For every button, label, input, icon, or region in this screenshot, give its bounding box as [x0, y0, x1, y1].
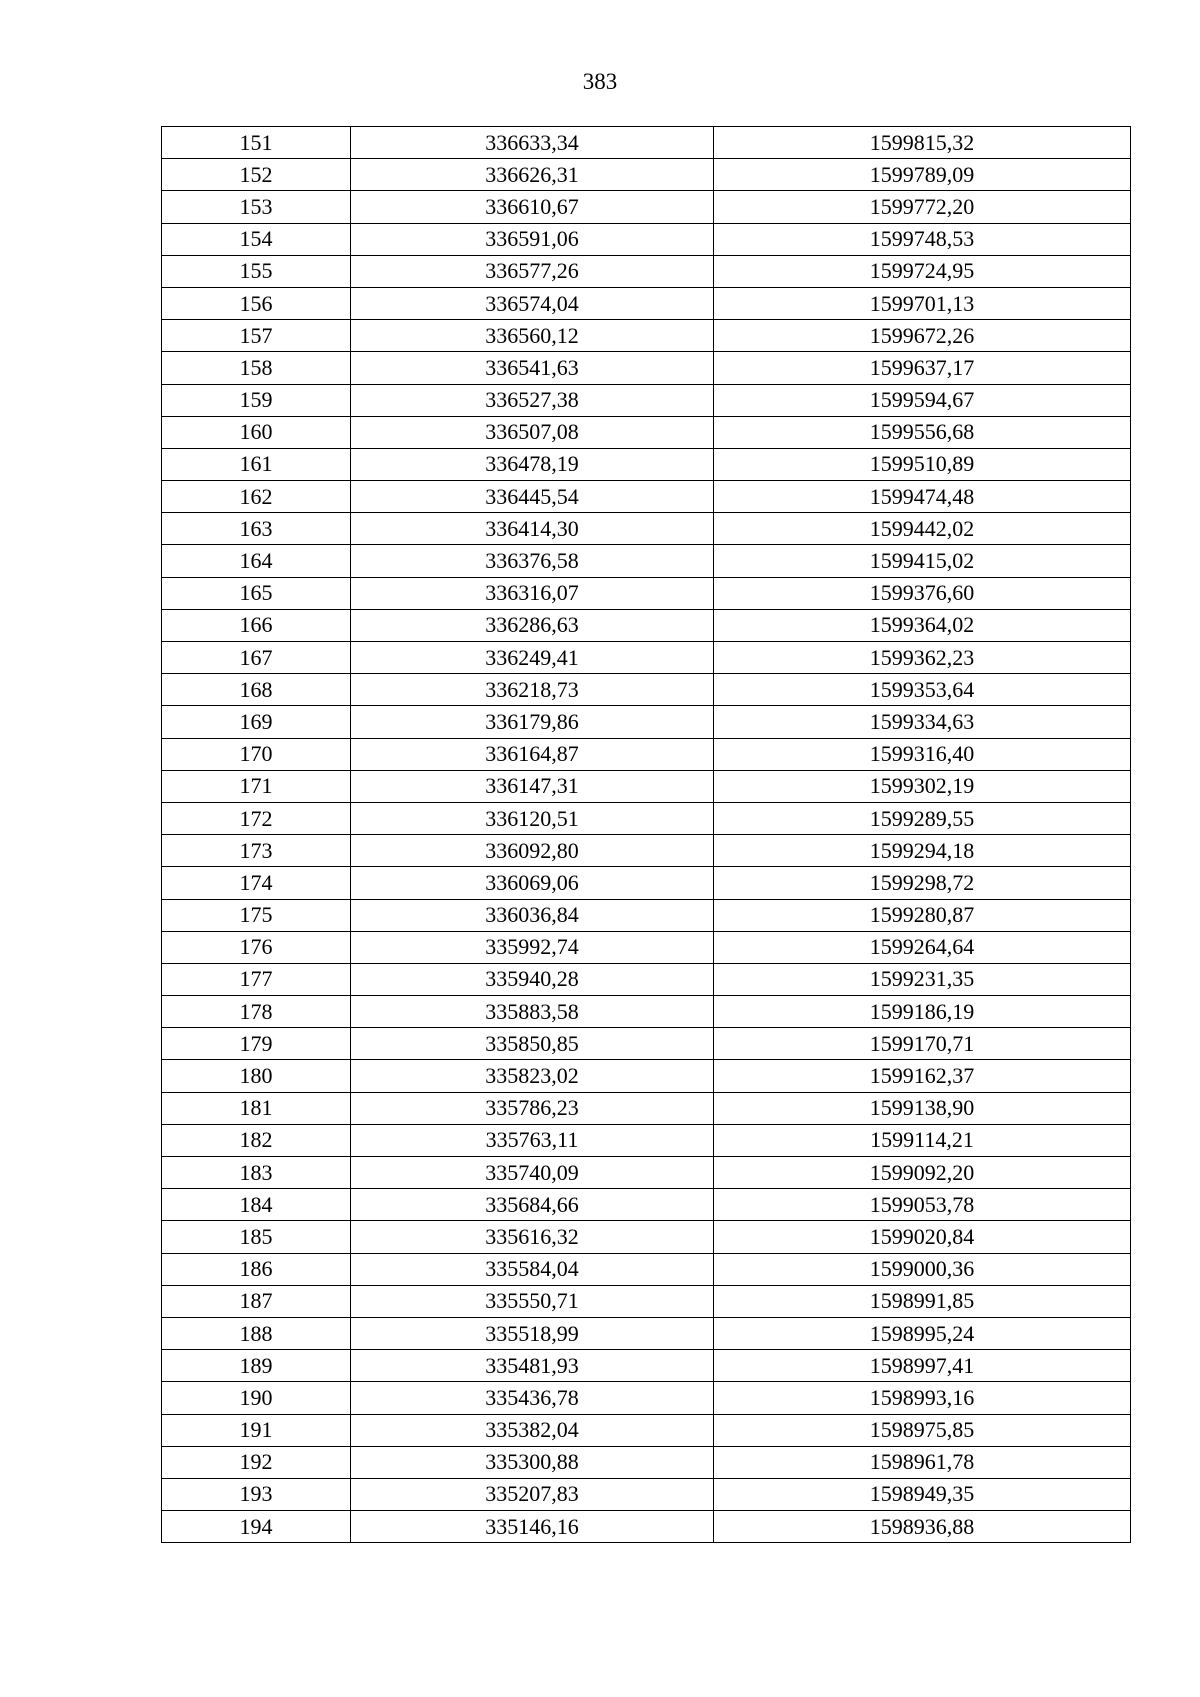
point-number-cell: 159	[162, 384, 351, 416]
point-number-cell: 167	[162, 642, 351, 674]
x-coordinate-cell: 335550,71	[351, 1285, 714, 1317]
y-coordinate-cell: 1599162,37	[714, 1060, 1131, 1092]
y-coordinate-cell: 1599748,53	[714, 223, 1131, 255]
point-number-cell: 165	[162, 577, 351, 609]
y-coordinate-cell: 1599637,17	[714, 352, 1131, 384]
x-coordinate-cell: 336633,34	[351, 127, 714, 159]
table-row	[162, 609, 1131, 641]
x-coordinate-cell: 335883,58	[351, 996, 714, 1028]
y-coordinate-cell: 1598993,16	[714, 1382, 1131, 1414]
x-coordinate-cell: 336527,38	[351, 384, 714, 416]
point-number-cell: 168	[162, 674, 351, 706]
y-coordinate-cell: 1599815,32	[714, 127, 1131, 159]
point-number-cell: 186	[162, 1253, 351, 1285]
table-row	[162, 1382, 1131, 1414]
x-coordinate-cell: 335382,04	[351, 1414, 714, 1446]
x-coordinate-cell: 335992,74	[351, 931, 714, 963]
table-row	[162, 963, 1131, 995]
y-coordinate-cell: 1598936,88	[714, 1511, 1131, 1543]
point-number-cell: 162	[162, 481, 351, 513]
x-coordinate-cell: 335684,66	[351, 1189, 714, 1221]
point-number-cell: 161	[162, 448, 351, 480]
y-coordinate-cell: 1599280,87	[714, 899, 1131, 931]
point-number-cell: 182	[162, 1124, 351, 1156]
table-row	[162, 287, 1131, 319]
table-row	[162, 642, 1131, 674]
y-coordinate-cell: 1599353,64	[714, 674, 1131, 706]
table-row	[162, 255, 1131, 287]
y-coordinate-cell: 1599114,21	[714, 1124, 1131, 1156]
point-number-cell: 187	[162, 1285, 351, 1317]
y-coordinate-cell: 1599789,09	[714, 159, 1131, 191]
point-number-cell: 151	[162, 127, 351, 159]
table-row	[162, 931, 1131, 963]
x-coordinate-cell: 335850,85	[351, 1028, 714, 1060]
point-number-cell: 193	[162, 1478, 351, 1510]
x-coordinate-cell: 336507,08	[351, 416, 714, 448]
point-number-cell: 178	[162, 996, 351, 1028]
table-row	[162, 1028, 1131, 1060]
table-row	[162, 770, 1131, 802]
table-row	[162, 191, 1131, 223]
point-number-cell: 155	[162, 255, 351, 287]
point-number-cell: 179	[162, 1028, 351, 1060]
y-coordinate-cell: 1599000,36	[714, 1253, 1131, 1285]
table-row	[162, 1414, 1131, 1446]
y-coordinate-cell: 1599138,90	[714, 1092, 1131, 1124]
y-coordinate-cell: 1599298,72	[714, 867, 1131, 899]
point-number-cell: 170	[162, 738, 351, 770]
point-number-cell: 171	[162, 770, 351, 802]
coordinates-table-body	[162, 127, 1131, 1543]
x-coordinate-cell: 336591,06	[351, 223, 714, 255]
y-coordinate-cell: 1599724,95	[714, 255, 1131, 287]
table-row	[162, 352, 1131, 384]
point-number-cell: 194	[162, 1511, 351, 1543]
x-coordinate-cell: 336218,73	[351, 674, 714, 706]
table-row	[162, 416, 1131, 448]
table-row	[162, 577, 1131, 609]
table-row	[162, 835, 1131, 867]
x-coordinate-cell: 336577,26	[351, 255, 714, 287]
table-row	[162, 1478, 1131, 1510]
y-coordinate-cell: 1599053,78	[714, 1189, 1131, 1221]
table-row	[162, 384, 1131, 416]
x-coordinate-cell: 336249,41	[351, 642, 714, 674]
y-coordinate-cell: 1598995,24	[714, 1317, 1131, 1349]
x-coordinate-cell: 335300,88	[351, 1446, 714, 1478]
point-number-cell: 190	[162, 1382, 351, 1414]
x-coordinate-cell: 335436,78	[351, 1382, 714, 1414]
x-coordinate-cell: 336120,51	[351, 802, 714, 834]
point-number-cell: 160	[162, 416, 351, 448]
x-coordinate-cell: 335740,09	[351, 1157, 714, 1189]
table-row	[162, 996, 1131, 1028]
y-coordinate-cell: 1598975,85	[714, 1414, 1131, 1446]
table-row	[162, 513, 1131, 545]
table-row	[162, 738, 1131, 770]
y-coordinate-cell: 1599376,60	[714, 577, 1131, 609]
x-coordinate-cell: 336610,67	[351, 191, 714, 223]
table-row	[162, 159, 1131, 191]
x-coordinate-cell: 336574,04	[351, 287, 714, 319]
point-number-cell: 172	[162, 802, 351, 834]
y-coordinate-cell: 1599170,71	[714, 1028, 1131, 1060]
x-coordinate-cell: 335584,04	[351, 1253, 714, 1285]
y-coordinate-cell: 1599672,26	[714, 320, 1131, 352]
x-coordinate-cell: 336626,31	[351, 159, 714, 191]
y-coordinate-cell: 1598949,35	[714, 1478, 1131, 1510]
point-number-cell: 163	[162, 513, 351, 545]
table-row	[162, 1189, 1131, 1221]
point-number-cell: 191	[162, 1414, 351, 1446]
point-number-cell: 183	[162, 1157, 351, 1189]
table-row	[162, 320, 1131, 352]
point-number-cell: 174	[162, 867, 351, 899]
x-coordinate-cell: 335786,23	[351, 1092, 714, 1124]
point-number-cell: 166	[162, 609, 351, 641]
y-coordinate-cell: 1598961,78	[714, 1446, 1131, 1478]
y-coordinate-cell: 1599510,89	[714, 448, 1131, 480]
x-coordinate-cell: 335763,11	[351, 1124, 714, 1156]
x-coordinate-cell: 336541,63	[351, 352, 714, 384]
point-number-cell: 175	[162, 899, 351, 931]
table-row	[162, 1124, 1131, 1156]
table-row	[162, 448, 1131, 480]
point-number-cell: 181	[162, 1092, 351, 1124]
table-row	[162, 1253, 1131, 1285]
y-coordinate-cell: 1599302,19	[714, 770, 1131, 802]
table-row	[162, 867, 1131, 899]
point-number-cell: 189	[162, 1350, 351, 1382]
table-row	[162, 1221, 1131, 1253]
table-row	[162, 481, 1131, 513]
x-coordinate-cell: 336414,30	[351, 513, 714, 545]
y-coordinate-cell: 1599092,20	[714, 1157, 1131, 1189]
point-number-cell: 154	[162, 223, 351, 255]
y-coordinate-cell: 1599415,02	[714, 545, 1131, 577]
point-number-cell: 180	[162, 1060, 351, 1092]
y-coordinate-cell: 1599556,68	[714, 416, 1131, 448]
x-coordinate-cell: 335616,32	[351, 1221, 714, 1253]
y-coordinate-cell: 1599186,19	[714, 996, 1131, 1028]
point-number-cell: 158	[162, 352, 351, 384]
x-coordinate-cell: 336179,86	[351, 706, 714, 738]
table-row	[162, 1060, 1131, 1092]
table-row	[162, 706, 1131, 738]
page-number: 383	[582, 69, 618, 94]
table-row	[162, 545, 1131, 577]
point-number-cell: 177	[162, 963, 351, 995]
table-row	[162, 899, 1131, 931]
y-coordinate-cell: 1599362,23	[714, 642, 1131, 674]
x-coordinate-cell: 335207,83	[351, 1478, 714, 1510]
y-coordinate-cell: 1599334,63	[714, 706, 1131, 738]
table-row	[162, 1511, 1131, 1543]
table-row	[162, 802, 1131, 834]
point-number-cell: 153	[162, 191, 351, 223]
point-number-cell: 157	[162, 320, 351, 352]
x-coordinate-cell: 336376,58	[351, 545, 714, 577]
y-coordinate-cell: 1599474,48	[714, 481, 1131, 513]
y-coordinate-cell: 1599772,20	[714, 191, 1131, 223]
y-coordinate-cell: 1599442,02	[714, 513, 1131, 545]
point-number-cell: 152	[162, 159, 351, 191]
x-coordinate-cell: 336147,31	[351, 770, 714, 802]
y-coordinate-cell: 1599701,13	[714, 287, 1131, 319]
x-coordinate-cell: 335146,16	[351, 1511, 714, 1543]
table-row	[162, 1350, 1131, 1382]
point-number-cell: 176	[162, 931, 351, 963]
y-coordinate-cell: 1599020,84	[714, 1221, 1131, 1253]
y-coordinate-cell: 1598991,85	[714, 1285, 1131, 1317]
point-number-cell: 169	[162, 706, 351, 738]
x-coordinate-cell: 336036,84	[351, 899, 714, 931]
y-coordinate-cell: 1599264,64	[714, 931, 1131, 963]
point-number-cell: 184	[162, 1189, 351, 1221]
point-number-cell: 185	[162, 1221, 351, 1253]
x-coordinate-cell: 335823,02	[351, 1060, 714, 1092]
table-row	[162, 1092, 1131, 1124]
coordinates-table	[161, 126, 1131, 1543]
x-coordinate-cell: 336164,87	[351, 738, 714, 770]
point-number-cell: 192	[162, 1446, 351, 1478]
x-coordinate-cell: 336069,06	[351, 867, 714, 899]
y-coordinate-cell: 1599231,35	[714, 963, 1131, 995]
y-coordinate-cell: 1599294,18	[714, 835, 1131, 867]
table-row	[162, 1285, 1131, 1317]
table-row	[162, 1446, 1131, 1478]
table-row	[162, 223, 1131, 255]
table-row	[162, 127, 1131, 159]
x-coordinate-cell: 336316,07	[351, 577, 714, 609]
y-coordinate-cell: 1599364,02	[714, 609, 1131, 641]
point-number-cell: 173	[162, 835, 351, 867]
x-coordinate-cell: 336286,63	[351, 609, 714, 641]
point-number-cell: 188	[162, 1317, 351, 1349]
x-coordinate-cell: 336092,80	[351, 835, 714, 867]
table-row	[162, 674, 1131, 706]
x-coordinate-cell: 336445,54	[351, 481, 714, 513]
x-coordinate-cell: 336560,12	[351, 320, 714, 352]
table-row	[162, 1317, 1131, 1349]
table-row	[162, 1157, 1131, 1189]
x-coordinate-cell: 335940,28	[351, 963, 714, 995]
x-coordinate-cell: 336478,19	[351, 448, 714, 480]
y-coordinate-cell: 1599316,40	[714, 738, 1131, 770]
x-coordinate-cell: 335518,99	[351, 1317, 714, 1349]
y-coordinate-cell: 1598997,41	[714, 1350, 1131, 1382]
point-number-cell: 164	[162, 545, 351, 577]
point-number-cell: 156	[162, 287, 351, 319]
y-coordinate-cell: 1599289,55	[714, 802, 1131, 834]
x-coordinate-cell: 335481,93	[351, 1350, 714, 1382]
y-coordinate-cell: 1599594,67	[714, 384, 1131, 416]
